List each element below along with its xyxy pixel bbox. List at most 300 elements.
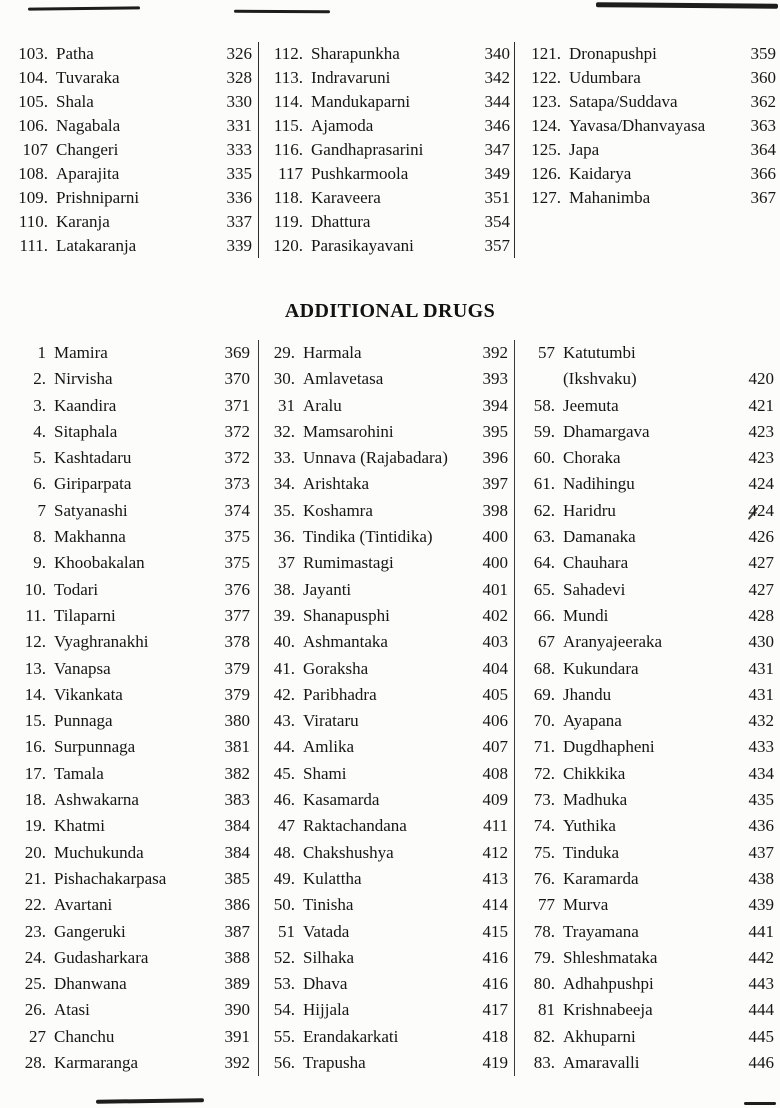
entry-number: 60. xyxy=(533,448,555,468)
entry-name: Gandhaprasarini xyxy=(311,140,424,159)
index-entry xyxy=(527,682,774,708)
entry-page: 418 xyxy=(482,1026,508,1046)
entry-name: Rumimastagi xyxy=(303,553,394,573)
entry-name: Dhava xyxy=(303,974,348,994)
entry-page: 326 xyxy=(226,44,252,63)
entry-page: 330 xyxy=(226,92,252,111)
entry-name: Adhahpushpi xyxy=(563,974,654,994)
entry-number: 3. xyxy=(33,395,46,415)
entry-page: 363 xyxy=(750,116,776,135)
entry-number: 48. xyxy=(273,842,295,862)
entry-number: 79. xyxy=(533,947,555,967)
entry-name: Amlika xyxy=(303,737,354,757)
index-entry xyxy=(267,708,508,734)
index-entry xyxy=(18,550,250,576)
entry-name: Tamala xyxy=(54,763,104,783)
entry-name: Kulattha xyxy=(303,868,362,888)
index-entry xyxy=(18,577,250,603)
entry-number: 112. xyxy=(273,44,303,63)
entry-name: Haridru xyxy=(563,500,616,520)
entry-page: 423 xyxy=(748,421,774,441)
entry-page: 349 xyxy=(484,164,510,183)
entry-number: 67 xyxy=(538,632,555,652)
entry-number: 33. xyxy=(273,448,295,468)
scan-smudge-top-center xyxy=(234,10,330,14)
index-entry xyxy=(527,419,774,445)
entry-page: 436 xyxy=(748,816,774,836)
entry-number: 59. xyxy=(533,421,555,441)
index-entry xyxy=(267,603,508,629)
index-entry xyxy=(527,1050,774,1076)
entry-number: 70. xyxy=(533,711,555,731)
entry-number: 117 xyxy=(278,164,303,183)
index-entry xyxy=(527,524,774,550)
entry-name: Shleshmataka xyxy=(563,947,658,967)
index-entry xyxy=(18,997,250,1023)
entry-name: Murva xyxy=(563,895,609,915)
entry-name: Choraka xyxy=(563,448,621,468)
entry-number: 5. xyxy=(33,448,46,468)
entry-name: Virataru xyxy=(303,711,359,731)
entry-number: 56. xyxy=(273,1053,295,1073)
entry-number: 17. xyxy=(24,763,46,783)
entry-page: 400 xyxy=(482,527,508,547)
index-entry xyxy=(18,866,250,892)
entry-page: 400 xyxy=(482,553,508,573)
entry-name: Khoobakalan xyxy=(54,553,145,573)
entry-name: Dhanwana xyxy=(54,974,127,994)
index-entry xyxy=(527,708,774,734)
entry-name: Japa xyxy=(569,140,600,159)
index-entry xyxy=(267,90,510,114)
entry-name: Shanapusphi xyxy=(303,605,390,625)
entry-name: Yuthika xyxy=(563,816,616,836)
entry-number: 123. xyxy=(531,92,561,111)
entry-number: 40. xyxy=(273,632,295,652)
entry-page: 401 xyxy=(482,579,508,599)
entry-number: 124. xyxy=(531,116,561,135)
entry-number: 68. xyxy=(533,658,555,678)
entry-name: Chakshushya xyxy=(303,842,394,862)
index-entry xyxy=(527,734,774,760)
entry-page: 427 xyxy=(748,553,774,573)
index-entry xyxy=(267,42,510,66)
entry-number: 78. xyxy=(533,921,555,941)
entry-number: 23. xyxy=(24,921,46,941)
entry-page: 443 xyxy=(748,974,774,994)
entry-page: 357 xyxy=(484,236,510,255)
entry-page: 375 xyxy=(224,553,250,573)
entry-number: 2. xyxy=(33,369,46,389)
entry-number: 42. xyxy=(273,684,295,704)
entry-name: Karanja xyxy=(56,212,110,231)
additional-drugs-column-2 xyxy=(258,340,514,1076)
entry-name: Kashtadaru xyxy=(54,448,132,468)
entry-number: 19. xyxy=(24,816,46,836)
index-entry xyxy=(267,840,508,866)
entry-number: 80. xyxy=(533,974,555,994)
index-entry xyxy=(18,761,250,787)
entry-page: 384 xyxy=(224,816,250,836)
entry-name: Paribhadra xyxy=(303,684,377,704)
entry-name: Mahanimba xyxy=(569,188,651,207)
entry-name: Unnava (Rajabadara) xyxy=(303,448,448,468)
entry-page: 392 xyxy=(482,343,508,362)
entry-page: 438 xyxy=(748,868,774,888)
entry-page: 388 xyxy=(224,947,250,967)
entry-name: Tilaparni xyxy=(54,605,116,625)
entry-name: Sahadevi xyxy=(563,579,626,599)
entry-name: Gudasharkara xyxy=(54,947,149,967)
main-index-column-3 xyxy=(514,42,778,258)
entry-page: 378 xyxy=(224,632,250,652)
entry-page: 406 xyxy=(482,711,508,731)
index-entry xyxy=(267,866,508,892)
entry-page: 411 xyxy=(483,816,508,836)
entry-page: 335 xyxy=(226,164,252,183)
index-entry xyxy=(18,419,250,445)
index-entry xyxy=(267,919,508,945)
entry-number: 72. xyxy=(533,763,555,783)
entry-number: 14. xyxy=(24,684,46,704)
entry-name: Jhandu xyxy=(563,684,612,704)
entry-name: Khatmi xyxy=(54,816,105,836)
entry-page: 409 xyxy=(482,790,508,810)
entry-number: 58. xyxy=(533,395,555,415)
entry-page: 344 xyxy=(484,92,510,111)
entry-number: 76. xyxy=(533,868,555,888)
entry-number: 50. xyxy=(273,895,295,915)
entry-page: 427 xyxy=(748,579,774,599)
entry-page: 445 xyxy=(748,1026,774,1046)
index-entry xyxy=(18,1024,250,1050)
entry-number: 32. xyxy=(273,421,295,441)
entry-name: Vyaghranakhi xyxy=(54,632,149,652)
entry-name: Mamira xyxy=(54,343,108,362)
entry-page: 397 xyxy=(482,474,508,494)
entry-page: 408 xyxy=(482,763,508,783)
entry-page: 431 xyxy=(748,684,774,704)
entry-number: 115. xyxy=(273,116,303,135)
entry-number: 114. xyxy=(273,92,303,111)
entry-name: Kukundara xyxy=(563,658,639,678)
entry-name: Latakaranja xyxy=(56,236,137,255)
entry-name: Sharapunkha xyxy=(311,44,400,63)
index-entry xyxy=(267,138,510,162)
entry-number: 29. xyxy=(273,343,295,362)
index-entry xyxy=(267,234,510,258)
index-entry xyxy=(18,734,250,760)
entry-page: 360 xyxy=(750,68,776,87)
entry-number: 25. xyxy=(24,974,46,994)
index-entry xyxy=(18,971,250,997)
entry-name: Atasi xyxy=(54,1000,90,1020)
entry-name: Nadihingu xyxy=(563,474,635,494)
entry-page: 420 xyxy=(748,369,774,389)
entry-name: Ajamoda xyxy=(311,116,374,135)
entry-page: 402 xyxy=(482,605,508,625)
entry-page: 336 xyxy=(226,188,252,207)
index-entry xyxy=(267,629,508,655)
entry-name: Katutumbi xyxy=(563,343,636,362)
entry-number: 121. xyxy=(531,44,561,63)
entry-name: Vikankata xyxy=(54,684,123,704)
entry-page: 398 xyxy=(482,500,508,520)
scan-smudge-top-right xyxy=(596,2,778,9)
entry-page: 423 xyxy=(748,448,774,468)
entry-name: Chikkika xyxy=(563,763,626,783)
index-entry xyxy=(18,892,250,918)
entry-number: 52. xyxy=(273,947,295,967)
entry-number: 106. xyxy=(18,116,48,135)
entry-name: Ayapana xyxy=(563,711,622,731)
entry-name: Ashwakarna xyxy=(54,790,139,810)
index-entry xyxy=(12,234,252,258)
entry-name: Amaravalli xyxy=(563,1053,640,1073)
entry-page: 393 xyxy=(482,369,508,389)
entry-name: Jayanti xyxy=(303,579,352,599)
index-entry xyxy=(267,787,508,813)
entry-page: 405 xyxy=(482,684,508,704)
entry-page: 347 xyxy=(484,140,510,159)
entry-number: 108. xyxy=(18,164,48,183)
entry-name: Shami xyxy=(303,763,347,783)
index-entry xyxy=(12,162,252,186)
entry-name: Hijjala xyxy=(303,1000,350,1020)
entry-page: 404 xyxy=(482,658,508,678)
entry-number: 7 xyxy=(37,500,46,520)
index-entry xyxy=(267,892,508,918)
index-entry xyxy=(12,114,252,138)
entry-number: 43. xyxy=(273,711,295,731)
entry-name: Goraksha xyxy=(303,658,369,678)
index-entry xyxy=(527,971,774,997)
entry-name: Nirvisha xyxy=(54,369,113,389)
entry-number: 110. xyxy=(18,212,48,231)
index-entry xyxy=(18,708,250,734)
entry-number: 30. xyxy=(273,369,295,389)
index-entry xyxy=(267,1024,508,1050)
entry-page: 362 xyxy=(750,92,776,111)
index-entry xyxy=(267,813,508,839)
entry-page: 403 xyxy=(482,632,508,652)
entry-number: 122. xyxy=(531,68,561,87)
additional-drugs-column-3 xyxy=(514,340,778,1076)
entry-page: 434 xyxy=(748,763,774,783)
index-entry xyxy=(18,471,250,497)
index-entry xyxy=(267,761,508,787)
entry-name: Satapa/Suddava xyxy=(569,92,678,111)
additional-drugs-column-1 xyxy=(6,340,258,1076)
entry-page: 331 xyxy=(226,116,252,135)
index-entry xyxy=(267,524,508,550)
entry-page: 359 xyxy=(750,44,776,63)
entry-page: 369 xyxy=(224,343,250,362)
entry-name: Surpunnaga xyxy=(54,737,136,757)
entry-page: 386 xyxy=(224,895,250,915)
entry-number: 61. xyxy=(533,474,555,494)
entry-number: 22. xyxy=(24,895,46,915)
entry-number: 31 xyxy=(278,395,295,415)
entry-page: 374 xyxy=(224,500,250,520)
entry-number: 111. xyxy=(19,236,48,255)
entry-number: 69. xyxy=(533,684,555,704)
index-entry xyxy=(18,787,250,813)
index-entry xyxy=(525,162,776,186)
entry-name: Yavasa/Dhanvayasa xyxy=(569,116,706,135)
entry-number: 120. xyxy=(273,236,303,255)
index-entry xyxy=(527,919,774,945)
entry-number: 74. xyxy=(533,816,555,836)
entry-page: 396 xyxy=(482,448,508,468)
entry-number: 20. xyxy=(24,842,46,862)
entry-number: 9. xyxy=(33,553,46,573)
entry-name: Tindika (Tintidika) xyxy=(303,527,433,547)
entry-name: Chauhara xyxy=(563,553,629,573)
entry-name: Chanchu xyxy=(54,1026,115,1046)
index-entry xyxy=(18,682,250,708)
entry-number: 75. xyxy=(533,842,555,862)
index-entry xyxy=(12,186,252,210)
entry-name: Ashmantaka xyxy=(303,632,388,652)
entry-number: 107 xyxy=(22,140,48,159)
index-entry xyxy=(527,761,774,787)
index-entry xyxy=(267,550,508,576)
entry-number: 24. xyxy=(24,947,46,967)
entry-page: 381 xyxy=(224,737,250,757)
entry-name: Dhattura xyxy=(311,212,371,231)
entry-page: 354 xyxy=(484,212,510,231)
entry-page: 413 xyxy=(482,868,508,888)
index-entry xyxy=(527,366,774,392)
index-entry xyxy=(527,892,774,918)
entry-page: 428 xyxy=(748,605,774,625)
entry-page: 421 xyxy=(748,395,774,415)
entry-number: 47 xyxy=(278,816,295,836)
entry-page: 337 xyxy=(226,212,252,231)
entry-page: 366 xyxy=(750,164,776,183)
entry-name: Muchukunda xyxy=(54,842,144,862)
entry-number: 12. xyxy=(24,632,46,652)
index-entry xyxy=(527,340,774,366)
entry-number: 34. xyxy=(273,474,295,494)
entry-name: Mandukaparni xyxy=(311,92,411,111)
entry-number: 38. xyxy=(273,579,295,599)
index-entry xyxy=(527,1024,774,1050)
entry-number: 103. xyxy=(18,44,48,63)
entry-page: 389 xyxy=(224,974,250,994)
entry-number: 45. xyxy=(273,763,295,783)
entry-page: 377 xyxy=(224,605,250,625)
index-entry xyxy=(527,813,774,839)
entry-name: Pushkarmoola xyxy=(311,164,409,183)
entry-name: Vatada xyxy=(303,921,350,941)
entry-name: Indravaruni xyxy=(311,68,391,87)
entry-name: Kaandira xyxy=(54,395,117,415)
entry-name: Karamarda xyxy=(563,868,639,888)
index-entry xyxy=(527,656,774,682)
entry-page: 395 xyxy=(482,421,508,441)
entry-page: 431 xyxy=(748,658,774,678)
entry-name: Karaveera xyxy=(311,188,381,207)
entry-name: Mundi xyxy=(563,605,609,625)
index-entry xyxy=(267,445,508,471)
entry-page: 446 xyxy=(748,1053,774,1073)
entry-name: Mamsarohini xyxy=(303,421,394,441)
entry-number: 28. xyxy=(24,1053,46,1073)
entry-name: Krishnabeeja xyxy=(563,1000,653,1020)
entry-page: 433 xyxy=(748,737,774,757)
section-heading: ADDITIONAL DRUGS xyxy=(284,300,496,322)
index-entry xyxy=(12,90,252,114)
entry-name: Gangeruki xyxy=(54,921,126,941)
index-entry xyxy=(267,66,510,90)
entry-page: 333 xyxy=(226,140,252,159)
index-entry xyxy=(18,445,250,471)
entry-page: 394 xyxy=(482,395,508,415)
entry-number: 71. xyxy=(533,737,555,757)
index-entry xyxy=(267,945,508,971)
entry-name: Koshamra xyxy=(303,500,373,520)
entry-name: Prishniparni xyxy=(56,188,140,207)
entry-number: 27 xyxy=(29,1026,46,1046)
index-entry xyxy=(12,42,252,66)
index-entry xyxy=(525,42,776,66)
index-entry xyxy=(267,971,508,997)
index-entry xyxy=(267,1050,508,1076)
entry-page: 375 xyxy=(224,527,250,547)
entry-name: Trayamana xyxy=(563,921,639,941)
index-entry xyxy=(18,603,250,629)
entry-name: Punnaga xyxy=(54,711,113,731)
index-entry xyxy=(527,997,774,1023)
entry-number: 83. xyxy=(533,1053,555,1073)
entry-page: 442 xyxy=(748,947,774,967)
entry-number: 109. xyxy=(18,188,48,207)
index-entry xyxy=(18,813,250,839)
entry-number: 105. xyxy=(18,92,48,111)
index-entry xyxy=(527,787,774,813)
entry-name: Tinduka xyxy=(563,842,620,862)
index-entry xyxy=(527,471,774,497)
entry-page: 414 xyxy=(482,895,508,915)
entry-page: 412 xyxy=(482,842,508,862)
entry-name: Jeemuta xyxy=(563,395,619,415)
entry-page: 437 xyxy=(748,842,774,862)
index-entry xyxy=(18,629,250,655)
entry-page: 385 xyxy=(224,868,250,888)
entry-number: 62. xyxy=(533,500,555,520)
entry-page: 351 xyxy=(484,188,510,207)
entry-page: 372 xyxy=(224,448,250,468)
index-entry xyxy=(18,1050,250,1076)
entry-number: 66. xyxy=(533,605,555,625)
entry-number: 65. xyxy=(533,579,555,599)
entry-number: 49. xyxy=(273,868,295,888)
entry-number: 18. xyxy=(24,790,46,810)
entry-name: (Ikshvaku) xyxy=(563,369,637,389)
index-entry xyxy=(18,498,250,524)
entry-name: Dronapushpi xyxy=(569,44,657,63)
entry-number: 6. xyxy=(33,474,46,494)
entry-number: 53. xyxy=(273,974,295,994)
entry-page: 342 xyxy=(484,68,510,87)
entry-number: 37 xyxy=(278,553,295,573)
entry-number: 104. xyxy=(18,68,48,87)
entry-name: Shala xyxy=(56,92,94,111)
entry-name: Todari xyxy=(54,579,99,599)
entry-number: 55. xyxy=(273,1026,295,1046)
